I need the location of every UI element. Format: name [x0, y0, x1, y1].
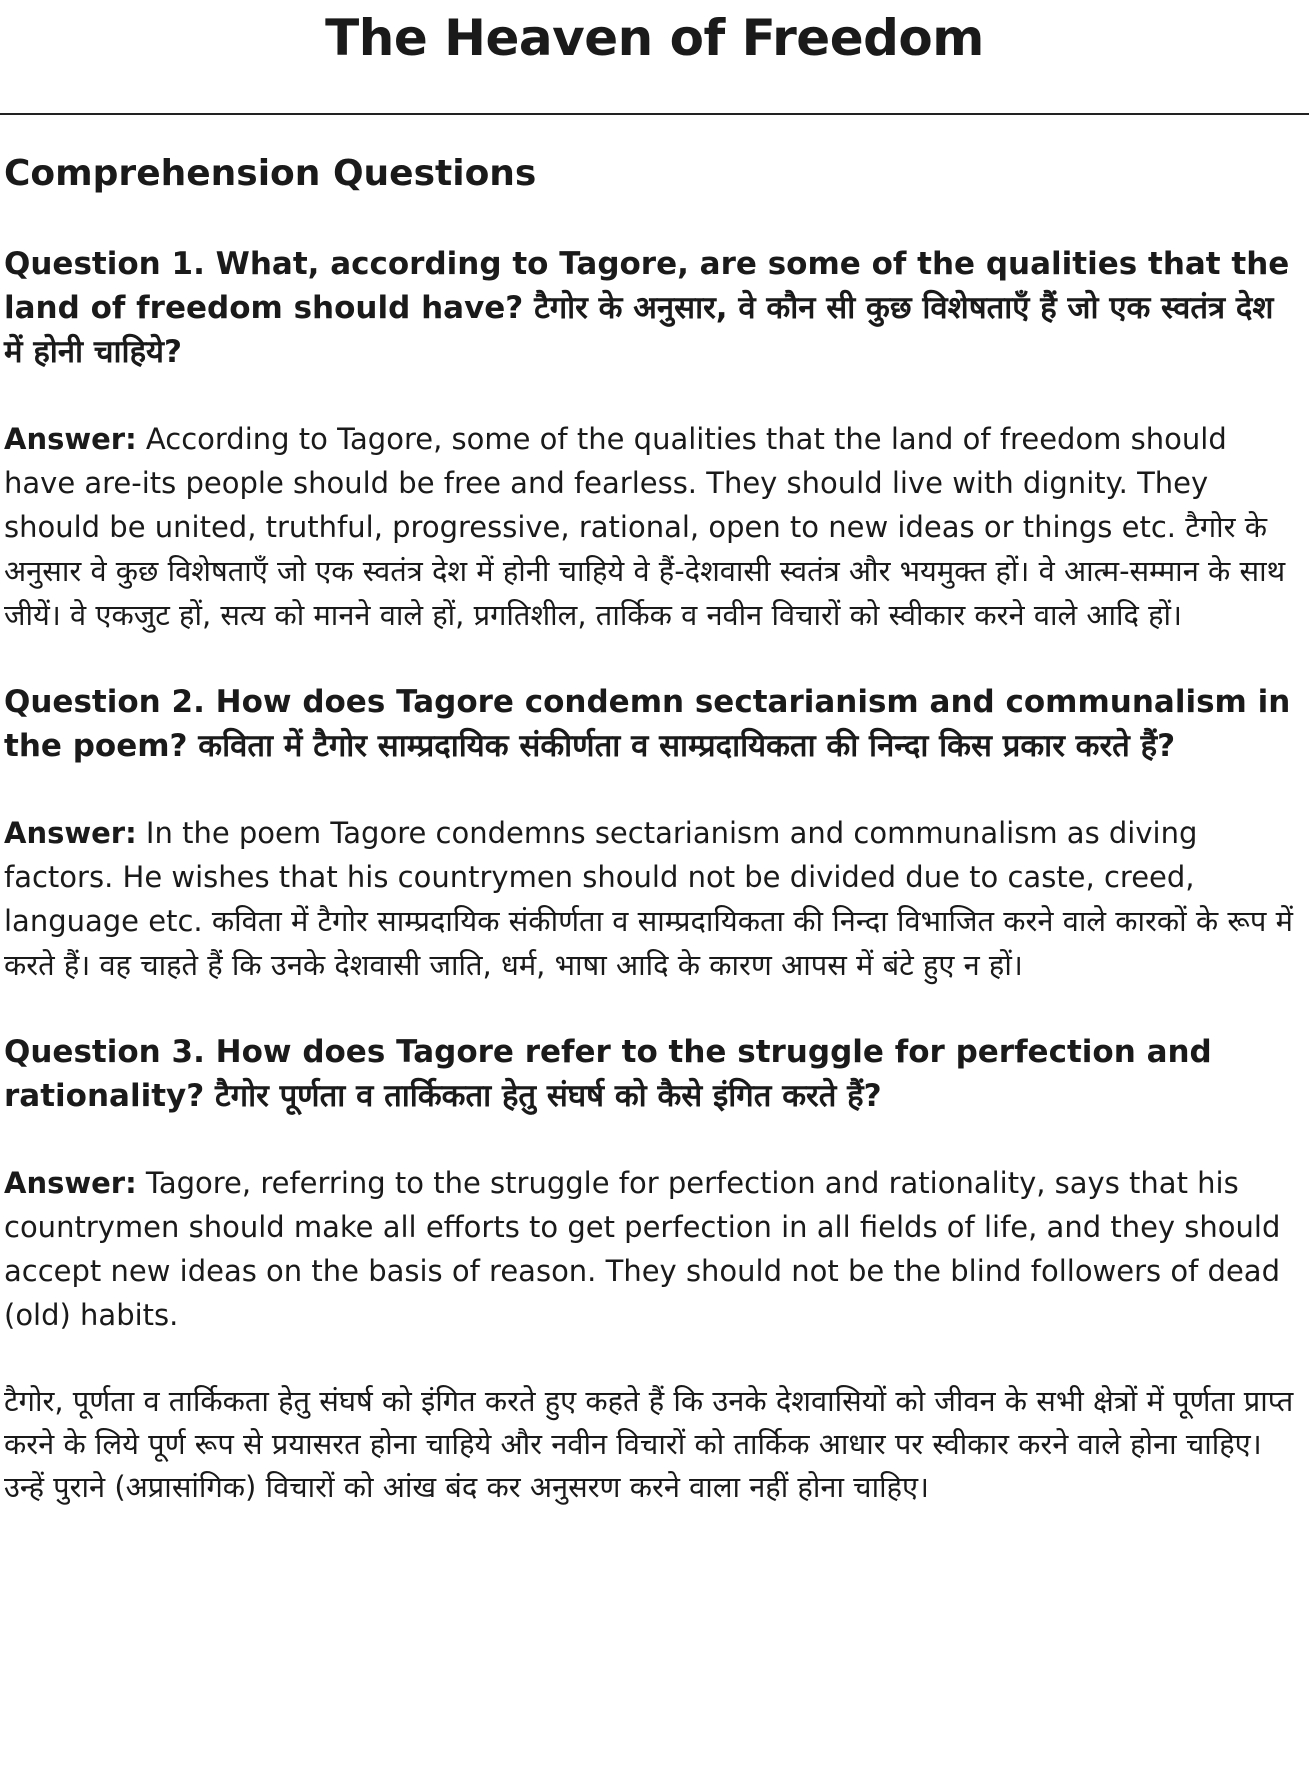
- answer-2-text: In the poem Tagore condemns sectarianism and communalism as diving factors. He wishes that his countrymen should not be divided due to caste, creed, language etc. कविता में टैगोर साम्प्रदायिक संकीर्णता व साम्प्रदायिकता की निन्दा विभाजित करने वाले कारकों के रूप में करते हैं। वह चाहते हैं कि उनके देशवासी जाति, धर्म, भाषा आदि के कारण आपस में बंटे हुए न हों।: [4, 816, 1293, 982]
- answer-2: [4, 811, 1302, 987]
- answer-3: [4, 1161, 1302, 1337]
- document-body: [4, 152, 1302, 1552]
- answer-1: [4, 417, 1302, 637]
- question-3: Question 3. How does Tagore refer to the struggle for perfection and rationality? टैगोर पूर्णता व तार्किकता हेतु संघर्ष को कैसे इंगित करते हैं?: [4, 1034, 1212, 1114]
- answer-label: Answer:: [4, 1166, 137, 1200]
- answer-3-text: Tagore, referring to the struggle for perfection and rationality, says that his countrymen should make all efforts to get perfection in all fields of life, and they should accept new ideas on the basis of reason. They should not be the blind followers of dead (old) habits.: [4, 1166, 1281, 1332]
- answer-3-hindi: टैगोर, पूर्णता व तार्किकता हेतु संघर्ष को इंगित करते हुए कहते हैं कि उनके देशवासियों को जीवन के सभी क्षेत्रों में पूर्णता प्राप्त करने के लिये पूर्ण रूप से प्रयासरत होना चाहिये और नवीन विचारों को तार्किक आधार पर स्वीकार करने वाले होना चाहिए। उन्हें पुराने (अप्रासांगिक) विचारों को आंख बंद कर अनुसरण करने वाला नहीं होना चाहिए।: [4, 1384, 1294, 1504]
- question-2: Question 2. How does Tagore condemn sectarianism and communalism in the poem? कविता में टैगोर साम्प्रदायिक संकीर्णता व साम्प्रदायिकता की निन्दा किस प्रकार करते हैं?: [4, 684, 1291, 764]
- page-title: The Heaven of Freedom: [325, 9, 984, 67]
- title-divider: [0, 113, 1309, 115]
- answer-label: Answer:: [4, 422, 137, 456]
- question-1: Question 1. What, according to Tagore, are some of the qualities that the land of freedom should have? टैगोर के अनुसार, वे कौन सी कुछ विशेषताएँ हैं जो एक स्वतंत्र देश में होनी चाहिये?: [4, 246, 1290, 370]
- section-heading: Comprehension Questions: [4, 153, 537, 194]
- answer-1-text: According to Tagore, some of the qualities that the land of freedom should have are-its people should be free and fearless. They should live with dignity. They should be united, truthful, progressive, rational, open to new ideas or things etc. टैगोर के अनुसार वे कुछ विशेषताएँ जो एक स्वतंत्र देश में होनी चाहिये वे हैं-देशवासी स्वतंत्र और भयमुक्त हों। वे आत्म-सम्मान के साथ जीयें। वे एकजुट हों, सत्य को मानने वाले हों, प्रगतिशील, तार्किक व नवीन विचारों को स्वीकार करने वाले आदि हों।: [4, 422, 1286, 632]
- answer-label: Answer:: [4, 816, 137, 850]
